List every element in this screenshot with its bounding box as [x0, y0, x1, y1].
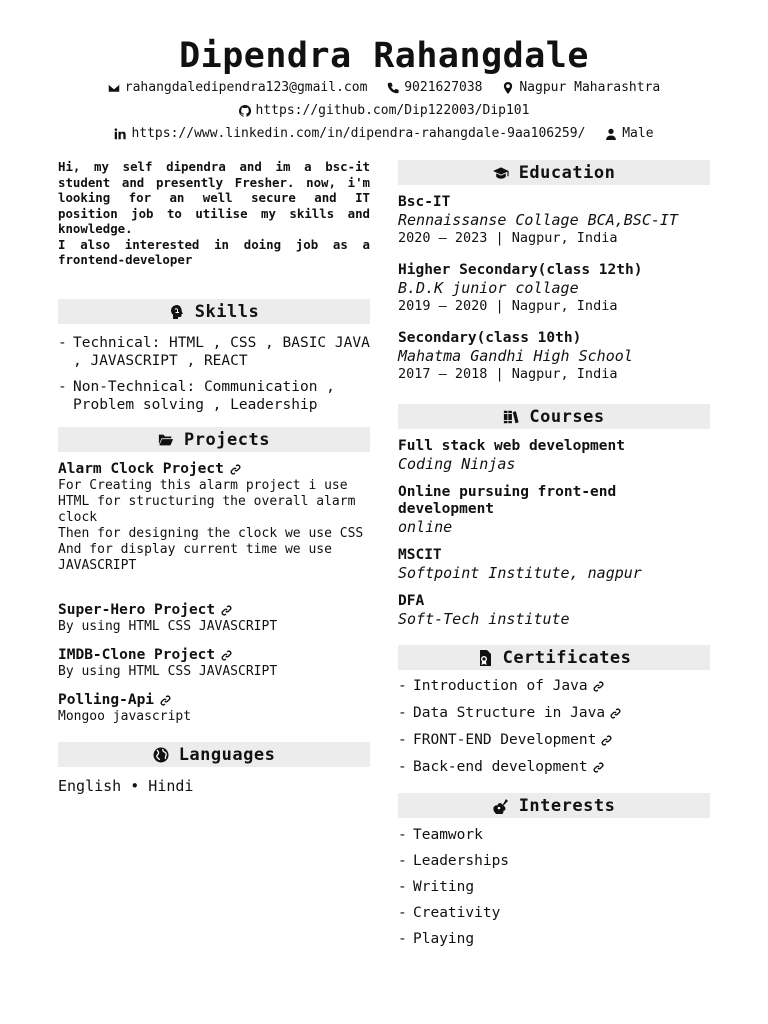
education-school: B.D.K junior collage — [398, 279, 579, 297]
project-desc: Then for designing the clock we use CSS — [58, 526, 364, 541]
github-contact[interactable] — [239, 103, 530, 118]
course-entry — [398, 438, 710, 473]
project-title[interactable]: Super-Hero Project — [58, 602, 370, 619]
globe-icon — [153, 747, 169, 763]
linkedin-icon — [114, 128, 126, 140]
project-title[interactable]: IMDB-Clone Project — [58, 647, 370, 664]
email-contact[interactable] — [108, 80, 368, 95]
list-item[interactable]: - Back-end development — [398, 758, 710, 776]
education-degree: Secondary(class 10th) — [398, 330, 582, 346]
list-item: - Creativity — [398, 904, 710, 922]
projects-section-header — [58, 427, 370, 452]
link-icon — [160, 695, 171, 706]
education-degree: Bsc-IT — [398, 194, 451, 210]
education-title: Education — [518, 162, 616, 183]
link-icon — [593, 762, 604, 773]
course-org: Coding Ninjas — [398, 455, 516, 473]
course-entry — [398, 484, 710, 536]
guitar-icon — [493, 798, 509, 814]
course-name: MSCIT — [398, 547, 442, 563]
link-icon — [601, 735, 612, 746]
skills-section-header — [58, 299, 370, 324]
project-entry — [58, 647, 370, 680]
folder-open-icon — [158, 432, 174, 448]
list-item[interactable]: - FRONT-END Development — [398, 731, 710, 749]
summary-paragraph: I also interested in doing job as a frontend-developer — [58, 236, 370, 267]
list-item: - Technical: HTML , CSS , BASIC JAVA , JAVASCRIPT , REACT — [58, 334, 370, 370]
course-entry — [398, 593, 710, 628]
course-name: DFA — [398, 593, 425, 609]
list-item: - Writing — [398, 878, 710, 896]
phone-text: 9021627038 — [404, 80, 483, 95]
course-name: Online pursuing front-end development — [398, 484, 617, 517]
interests-title: Interests — [518, 795, 616, 816]
list-item[interactable]: - Introduction of Java — [398, 677, 710, 695]
graduation-cap-icon — [493, 165, 509, 181]
education-section-header — [398, 160, 710, 185]
education-school: Mahatma Gandhi High School — [398, 347, 633, 365]
education-meta: 2017 – 2018 | Nagpur, India — [398, 366, 618, 382]
brain-icon — [169, 304, 185, 320]
education-entry — [398, 330, 710, 383]
interests-section-header — [398, 793, 710, 818]
resume-name: Dipendra Rahangdale — [179, 36, 589, 76]
link-icon — [221, 650, 232, 661]
education-meta: 2020 – 2023 | Nagpur, India — [398, 230, 618, 246]
summary-paragraph: Hi, my self dipendra and im a bsc-it student and presently Fresher. now, i'm looking for an well secure and IT position job to utilise my skills and knowledge. — [58, 159, 370, 236]
email-text: rahangdaledipendra123@gmail.com — [124, 80, 368, 95]
phone-contact[interactable] — [387, 80, 482, 95]
linkedin-contact[interactable] — [114, 126, 585, 141]
certificates-section-header — [398, 645, 710, 670]
envelope-icon — [108, 82, 120, 94]
user-icon — [605, 128, 617, 140]
skills-title: Skills — [194, 301, 260, 322]
education-degree: Higher Secondary(class 12th) — [398, 262, 643, 278]
link-icon — [230, 464, 241, 475]
certificates-list — [398, 677, 710, 776]
contact-row-linkedin — [0, 126, 768, 144]
education-meta: 2019 – 2020 | Nagpur, India — [398, 298, 618, 314]
education-entry — [398, 194, 710, 247]
github-icon — [239, 105, 251, 117]
contact-row-primary — [0, 80, 768, 98]
list-item: - Leaderships — [398, 852, 710, 870]
project-entry — [58, 692, 370, 725]
project-entry — [58, 461, 370, 574]
education-school: Rennaissanse Collage BCA,BSC-IT — [398, 211, 678, 229]
location-text: Nagpur Maharashtra — [519, 80, 661, 95]
list-item: - Teamwork — [398, 826, 710, 844]
languages-text: English • Hindi — [58, 777, 194, 795]
contact-row-github — [0, 103, 768, 121]
certificates-title: Certificates — [502, 647, 632, 668]
project-desc: For Creating this alarm project i use HTML for structuring the overall alarm clock — [58, 478, 356, 525]
project-title[interactable]: Polling-Api — [58, 692, 370, 709]
gender-info — [605, 126, 653, 141]
profile-summary — [58, 159, 370, 268]
link-icon — [610, 708, 621, 719]
link-icon — [593, 681, 604, 692]
list-item[interactable]: - Data Structure in Java — [398, 704, 710, 722]
courses-section-header — [398, 404, 710, 429]
project-title[interactable]: Alarm Clock Project — [58, 461, 370, 478]
project-desc: Mongoo javascript — [58, 709, 192, 724]
books-icon — [503, 409, 519, 425]
education-entry — [398, 262, 710, 315]
location-contact — [502, 80, 660, 95]
project-desc: By using HTML CSS JAVASCRIPT — [58, 619, 278, 634]
link-icon — [221, 605, 232, 616]
project-desc: And for display current time we use JAVASCRIPT — [58, 542, 332, 573]
project-desc: By using HTML CSS JAVASCRIPT — [58, 664, 278, 679]
github-link: https://github.com/Dip122003/Dip101 — [255, 103, 530, 118]
course-org: online — [398, 518, 453, 536]
interests-list — [398, 826, 710, 948]
linkedin-link: https://www.linkedin.com/in/dipendra-rahangdale-9aa106259/ — [131, 126, 586, 141]
list-item: - Playing — [398, 930, 710, 948]
phone-icon — [387, 82, 399, 94]
course-org: Softpoint Institute, nagpur — [398, 564, 642, 582]
map-pin-icon — [502, 82, 514, 94]
list-item: - Non-Technical: Communication , Problem solving , Leadership — [58, 378, 370, 414]
course-name: Full stack web development — [398, 438, 625, 454]
courses-title: Courses — [529, 406, 605, 427]
languages-section-header — [58, 742, 370, 767]
project-entry — [58, 602, 370, 635]
course-org: Soft-Tech institute — [398, 610, 570, 628]
gender-text: Male — [622, 126, 654, 141]
languages-title: Languages — [178, 744, 276, 765]
projects-title: Projects — [184, 429, 270, 450]
skills-list — [58, 334, 370, 414]
course-entry — [398, 547, 710, 582]
certificate-icon — [477, 650, 493, 666]
